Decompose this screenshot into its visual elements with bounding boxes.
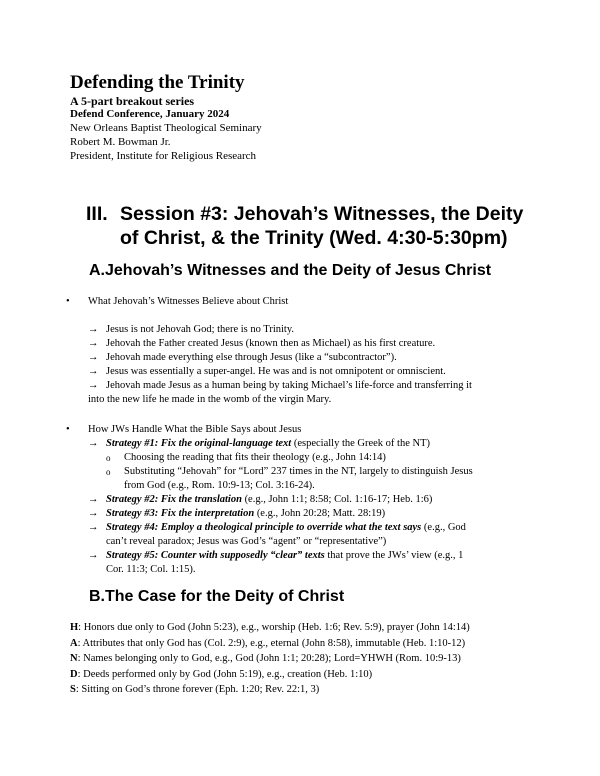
- list-item-continuation: Cor. 11:3; Col. 1:15).: [106, 564, 196, 575]
- arrow-icon: →: [88, 352, 99, 363]
- bullet-icon: •: [66, 424, 70, 435]
- section-title-line-2: of Christ, & the Trinity (Wed. 4:30-5:30pm): [120, 227, 508, 249]
- arrow-icon: →: [88, 380, 99, 391]
- list-item: → Strategy #1: Fix the original-language text (especially the Greek of the NT): [88, 438, 430, 449]
- acronym-letter: S: [70, 684, 76, 695]
- list-item: → Jehovah made everything else through Jesus (like a “subcontractor”).: [88, 352, 397, 363]
- sub-list-item: o Substituting “Jehovah” for “Lord” 237 times in the NT, largely to distinguish Jesus: [106, 466, 473, 477]
- circle-bullet-icon: o: [106, 467, 111, 477]
- document-title: Defending the Trinity: [70, 72, 245, 93]
- sub-list-item-continuation: from God (e.g., Rom. 10:9-13; Col. 3:16-24).: [124, 480, 315, 491]
- list-item: → Strategy #2: Fix the translation (e.g., John 1:1; 8:58; Col. 1:16-17; Heb. 1:6): [88, 494, 433, 505]
- arrow-icon: →: [88, 338, 99, 349]
- bullet-icon: •: [66, 296, 70, 307]
- list-item: → Jehovah made Jesus as a human being by taking Michael’s life-force and transferring it: [88, 380, 472, 391]
- acronym-letter: D: [70, 668, 78, 680]
- list-item: → Jehovah the Father created Jesus (known then as Michael) as his first creature.: [88, 338, 436, 349]
- list-item: → Strategy #3: Fix the interpretation (e.g., John 20:28; Matt. 28:19): [88, 508, 386, 519]
- section-heading: [86, 202, 546, 250]
- document-header: [70, 72, 262, 163]
- author-line: Robert M. Bowman Jr.: [70, 136, 171, 148]
- institution-line: New Orleans Baptist Theological Seminary: [70, 122, 262, 134]
- acronym-line: H: Honors due only to God (John 5:23), e.g., worship (Heb. 1:6; Rev. 5:9), prayer (John 14:14): [70, 622, 470, 633]
- belief-list: [88, 323, 538, 407]
- strategy-list: [88, 437, 538, 577]
- arrow-icon: →: [88, 438, 99, 449]
- list-item: → Jesus is not Jehovah God; there is no Trinity.: [88, 324, 295, 335]
- role-line: President, Institute for Religious Research: [70, 150, 257, 162]
- arrow-icon: →: [88, 550, 99, 561]
- series-subtitle: A 5-part breakout series: [70, 94, 195, 108]
- arrow-icon: →: [88, 508, 99, 519]
- arrow-icon: →: [88, 522, 99, 533]
- list-item-continuation: can’t reveal paradox; Jesus was God’s “agent” or “representative”): [106, 536, 387, 547]
- arrow-icon: →: [88, 324, 99, 335]
- acronym-line: D: Deeds performed only by God (John 5:19), e.g., creation (Heb. 1:10): [70, 668, 373, 680]
- sub-list-item: o Choosing the reading that fits their theology (e.g., John 14:14): [106, 452, 386, 463]
- subsection-a-heading: A.Jehovah’s Witnesses and the Deity of Jesus Christ: [89, 262, 492, 279]
- section-number: III.: [86, 203, 108, 225]
- arrow-icon: →: [88, 366, 99, 377]
- list-item: → Jesus was essentially a super-angel. He was and is not omnipotent or omniscient.: [88, 366, 446, 377]
- acronym-letter: H: [70, 622, 79, 633]
- acronym-line: A: Attributes that only God has (Col. 2:9), e.g., eternal (John 8:58), immutable (Heb. 1:10-12): [70, 637, 466, 649]
- event-line: Defend Conference, January 2024: [70, 108, 230, 120]
- hands-acronym-list: [70, 620, 470, 698]
- list-item-continuation: into the new life he made in the womb of the virgin Mary.: [88, 394, 332, 405]
- acronym-letter: N: [70, 653, 78, 664]
- acronym-letter: A: [70, 637, 78, 649]
- bullet-label: What Jehovah’s Witnesses Believe about Christ: [88, 296, 289, 307]
- list-item: → Strategy #5: Counter with supposedly “clear” texts that prove the JWs’ view (e.g., 1: [88, 550, 464, 561]
- section-title-line-1: Session #3: Jehovah’s Witnesses, the Deity: [120, 203, 524, 225]
- acronym-line: N: Names belonging only to God, e.g., God (John 1:1; 20:28); Lord=YHWH (Rom. 10:9-13): [70, 653, 461, 664]
- circle-bullet-icon: o: [106, 453, 111, 463]
- arrow-icon: →: [88, 494, 99, 505]
- list-item: → Strategy #4: Employ a theological principle to override what the text says (e.g., God: [88, 522, 466, 533]
- acronym-line: S: Sitting on God’s throne forever (Eph. 1:20; Rev. 22:1, 3): [70, 684, 320, 695]
- subsection-b-heading: B.The Case for the Deity of Christ: [89, 588, 345, 605]
- bullet-label: How JWs Handle What the Bible Says about Jesus: [88, 424, 302, 435]
